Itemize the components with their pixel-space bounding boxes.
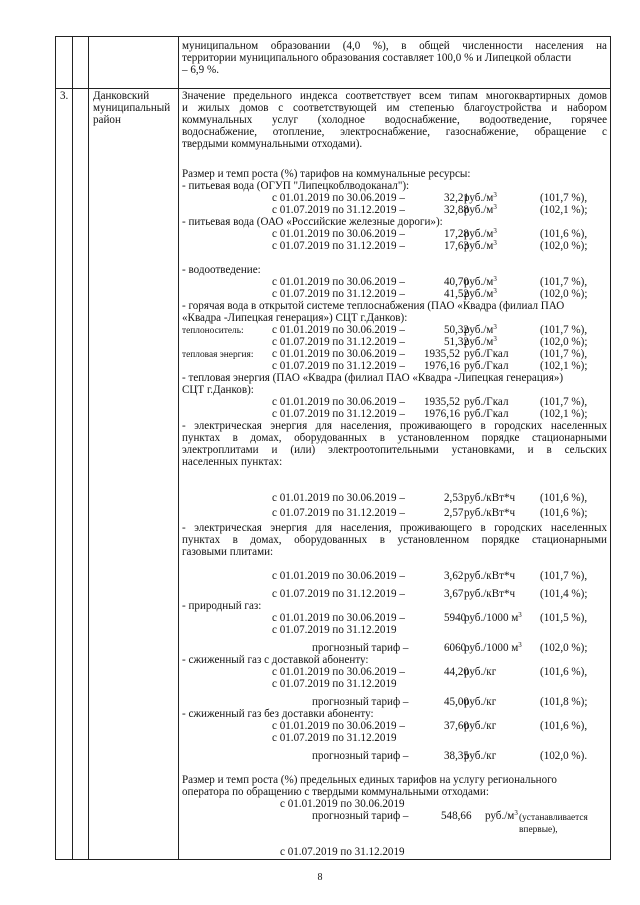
rate-unit [464, 696, 496, 709]
rate-unit-sup: 3 [493, 191, 497, 199]
period-label: с 01.07.2019 по 31.12.2019 [272, 678, 397, 690]
waste-heading-line-1: Размер и темп роста (%) предельных единых тарифов на услугу регионального [182, 774, 557, 786]
item-water-2: - питьевая вода (ОАО «Российские железные дороги»): [182, 216, 443, 228]
item-el2-line-2: пунктах в домах, оборудованных в установленном порядке стационарными [182, 534, 607, 546]
period-label: с 01.07.2019 по 31.12.2019 – [272, 288, 405, 300]
item-el1-line-4: населенных пунктах: [182, 456, 283, 468]
rate-growth: (101,6 %), [540, 666, 588, 678]
rate-value: 17,63 [444, 240, 469, 252]
item-el1-line-1: - электрическая энергия для населения, проживающего в городских населенных [182, 420, 607, 432]
period-label: с 01.07.2019 по 31.12.2019 [272, 624, 397, 636]
rate-unit-text: руб./кВт*ч [464, 492, 516, 504]
rate-unit-text: руб./кг [464, 666, 497, 678]
waste-rate-value: 548,66 [441, 810, 472, 822]
rate-unit-sup: 3 [493, 323, 497, 331]
rate-unit-sup: 3 [493, 239, 497, 247]
rate-unit-text: руб./Гкал [464, 348, 509, 360]
rate-unit-text: руб./м [464, 204, 494, 216]
rate-unit [464, 507, 515, 520]
period-label: с 01.07.2019 по 31.12.2019 – [272, 204, 405, 216]
rate-value: 40,70 [444, 276, 469, 288]
item-hot-2: «Квадра -Липецкая генерация») СЦТ г.Данков): [182, 312, 408, 324]
rate-unit-sup: 3 [518, 641, 522, 649]
rate-unit-sup: 3 [493, 275, 497, 283]
page-number: 8 [317, 872, 323, 883]
rate-value: 38,35 [444, 750, 469, 762]
item-el1-line-3: электроплитами и (или) электроотопительными установками, и в сельских [182, 444, 607, 456]
rate-value: 37,60 [444, 720, 469, 732]
rate-growth: (102,0 %); [540, 642, 588, 654]
rate-growth: (101,7 %), [540, 276, 588, 288]
intro-line-4: водоснабжение, отопление, электроснабжение, газоснабжение, обращение с [182, 126, 607, 138]
rate-unit-text: руб./кг [464, 696, 497, 708]
rate-growth: (101,8 %); [540, 696, 588, 708]
column-divider [88, 37, 89, 859]
waste-rate-unit-text: руб./м [485, 810, 515, 822]
waste-period-1: с 01.01.2019 по 30.06.2019 [280, 798, 405, 810]
forecast-label: прогнозный тариф – [312, 750, 409, 762]
period-label: с 01.01.2019 по 30.06.2019 – [272, 612, 405, 624]
rate-unit [464, 288, 497, 301]
item-hot-1: - горячая вода в открытой системе теплоснабжения (ПАО «Квадра (филиал ПАО [182, 300, 565, 312]
rate-unit-text: руб./кг [464, 720, 497, 732]
rate-unit-text: руб./м [464, 288, 494, 300]
rate-growth: (101,6 %), [540, 492, 588, 504]
rate-value: 3,62 [444, 570, 464, 582]
rate-value: 1935,52 [424, 348, 461, 360]
rate-growth: (102,0 %). [540, 750, 588, 762]
period-label: с 01.01.2019 по 30.06.2019 – [272, 192, 405, 204]
rate-unit-sup: 3 [493, 287, 497, 295]
period-label: с 01.01.2019 по 30.06.2019 – [272, 396, 405, 408]
rate-growth: (102,0 %); [540, 240, 588, 252]
rate-unit-text: руб./м [464, 324, 494, 336]
intro-line-3: коммунальных услуг (холодное водоснабжение, водоотведение, горячее [182, 114, 607, 126]
item-el2-line-3: газовыми плитами: [182, 546, 274, 558]
top-row-line-2: территории муниципального образования составляет 100,0 % и Липецкой области [182, 52, 572, 64]
item-heat-2: СЦТ г.Данков): [182, 384, 254, 396]
rate-unit-text: руб./1000 м [464, 612, 519, 624]
rate-growth: (101,7 %), [540, 324, 588, 336]
rate-unit-sup: 3 [493, 335, 497, 343]
item-water-1: - питьевая вода (ОГУП "Липецкоблводоканал"): [182, 180, 410, 192]
rate-growth: (101,7 %), [540, 396, 588, 408]
period-label: с 01.07.2019 по 31.12.2019 – [272, 507, 405, 519]
district-line-3: район [93, 114, 121, 126]
rate-growth: (102,1 %); [540, 360, 588, 372]
rate-unit-text: руб./м [464, 228, 494, 240]
rate-growth: (102,0 %); [540, 288, 588, 300]
rate-unit-text: руб./кВт*ч [464, 588, 516, 600]
rate-unit-text: руб./кВт*ч [464, 570, 516, 582]
period-label: с 01.07.2019 по 31.12.2019 – [272, 588, 405, 600]
period-label: с 01.01.2019 по 30.06.2019 – [272, 324, 405, 336]
rate-unit-sup: 3 [493, 203, 497, 211]
waste-period-2: с 01.07.2019 по 31.12.2019 [280, 846, 405, 858]
rate-value: 32,21 [444, 192, 469, 204]
rate-unit [464, 408, 509, 421]
period-label: с 01.01.2019 по 30.06.2019 – [272, 666, 405, 678]
label-heat-energy: тепловая энергия: [182, 350, 254, 360]
rate-value: 2,57 [444, 507, 464, 519]
label-carrier: теплоноситель: [182, 326, 244, 336]
rate-unit-sup: 3 [518, 611, 522, 619]
item-lpg-2: - сжиженный газ без доставки абоненту: [182, 708, 374, 720]
item-gas: - природный газ: [182, 600, 262, 612]
rate-growth: (102,1 %); [540, 408, 588, 420]
intro-line-1: Значение предельного индекса соответствует всем типам многоквартирных домов [182, 90, 607, 102]
rate-unit-text: руб./кг [464, 750, 497, 762]
item-el2-line-1: - электрическая энергия для населения, проживающего в городских населенных [182, 522, 607, 534]
rate-value: 45,00 [444, 696, 469, 708]
rate-unit [464, 240, 497, 253]
rate-unit [464, 750, 496, 763]
row-divider [56, 88, 610, 89]
rate-unit-text: руб./Гкал [464, 396, 509, 408]
rate-value: 1976,16 [424, 360, 461, 372]
waste-note-line-2: впервые), [519, 825, 558, 835]
rate-growth: (101,7 %), [540, 570, 588, 582]
rate-unit [464, 492, 515, 505]
waste-forecast-label: прогнозный тариф – [312, 810, 409, 822]
rate-value: 17,28 [444, 228, 469, 240]
rate-unit [464, 666, 496, 679]
waste-rate-unit-sup: 3 [514, 809, 518, 817]
intro-line-5: твердыми коммунальными отходами). [182, 138, 363, 150]
rate-growth: (101,4 %); [540, 588, 588, 600]
rate-unit [464, 360, 509, 373]
district-line-1: Данковский [93, 90, 150, 102]
rate-unit [464, 570, 515, 583]
rate-unit-text: руб./1000 м [464, 642, 519, 654]
district-line-2: муниципальный [93, 102, 171, 114]
rate-unit-sup: 3 [493, 227, 497, 235]
waste-rate-unit [485, 810, 518, 823]
forecast-label: прогнозный тариф – [312, 642, 409, 654]
rate-value: 3,67 [444, 588, 464, 600]
period-label: с 01.01.2019 по 30.06.2019 – [272, 492, 405, 504]
rate-value: 32,88 [444, 204, 469, 216]
rate-growth: (101,6 %), [540, 228, 588, 240]
rate-value: 44,20 [444, 666, 469, 678]
rate-value: 51,32 [444, 336, 469, 348]
rate-unit [464, 720, 496, 733]
period-label: с 01.07.2019 по 31.12.2019 [272, 732, 397, 744]
rate-growth: (101,7 %), [540, 192, 588, 204]
top-row-line-3: – 6,9 %. [182, 64, 219, 76]
row-number: 3. [60, 90, 69, 102]
rate-unit-text: руб./Гкал [464, 360, 509, 372]
rate-unit [464, 204, 497, 217]
rate-growth: (101,6 %), [540, 720, 588, 732]
rate-unit-text: руб./м [464, 240, 494, 252]
period-label: с 01.07.2019 по 31.12.2019 – [272, 336, 405, 348]
rate-unit-text: руб./кВт*ч [464, 507, 516, 519]
rate-growth: (101,6 %); [540, 507, 588, 519]
rate-unit [464, 642, 522, 655]
period-label: с 01.01.2019 по 30.06.2019 – [272, 720, 405, 732]
period-label: с 01.07.2019 по 31.12.2019 – [272, 240, 405, 252]
top-row-line-1: муниципальном образовании (4,0 %), в общей численности населения на [182, 40, 607, 52]
waste-heading-line-2: оператора по обращению с твердыми коммунальными отходами: [182, 786, 489, 798]
period-label: с 01.07.2019 по 31.12.2019 – [272, 408, 405, 420]
rate-value: 1976,16 [424, 408, 461, 420]
period-label: с 01.01.2019 по 30.06.2019 – [272, 276, 405, 288]
rate-unit-text: руб./м [464, 276, 494, 288]
rate-unit-text: руб./Гкал [464, 408, 509, 420]
column-divider [178, 37, 179, 859]
rate-growth: (101,7 %), [540, 348, 588, 360]
rate-growth: (102,0 %); [540, 336, 588, 348]
rate-value: 5940 [444, 612, 467, 624]
rate-unit [464, 588, 515, 601]
rate-value: 6060 [444, 642, 467, 654]
period-label: с 01.01.2019 по 30.06.2019 – [272, 348, 405, 360]
intro-line-2: и жилых домов с соответствующей им степенью благоустройства и набором [182, 102, 607, 114]
item-heat-1: - тепловая энергия (ПАО «Квадра (филиал ПАО «Квадра -Липецкая генерация») [182, 372, 564, 384]
rate-growth: (102,1 %); [540, 204, 588, 216]
rate-unit-text: руб./м [464, 336, 494, 348]
rate-value: 1935,52 [424, 396, 461, 408]
period-label: с 01.01.2019 по 30.06.2019 – [272, 570, 405, 582]
period-label: с 01.01.2019 по 30.06.2019 – [272, 228, 405, 240]
tariffs-heading: Размер и темп роста (%) тарифов на коммунальные ресурсы: [182, 168, 471, 180]
rate-value: 2,53 [444, 492, 464, 504]
forecast-label: прогнозный тариф – [312, 696, 409, 708]
waste-note-line-1: (устанавливается [519, 813, 588, 823]
rate-unit [464, 612, 522, 625]
rate-growth: (101,5 %), [540, 612, 588, 624]
period-label: с 01.07.2019 по 31.12.2019 – [272, 360, 405, 372]
item-drain: - водоотведение: [182, 264, 261, 276]
item-el1-line-2: пунктах в домах, оборудованных в установленном порядке стационарными [182, 432, 607, 444]
rate-unit-text: руб./м [464, 192, 494, 204]
rate-value: 50,32 [444, 324, 469, 336]
item-lpg-1: - сжиженный газ с доставкой абоненту: [182, 654, 369, 666]
rate-value: 41,52 [444, 288, 469, 300]
column-divider [72, 37, 73, 859]
